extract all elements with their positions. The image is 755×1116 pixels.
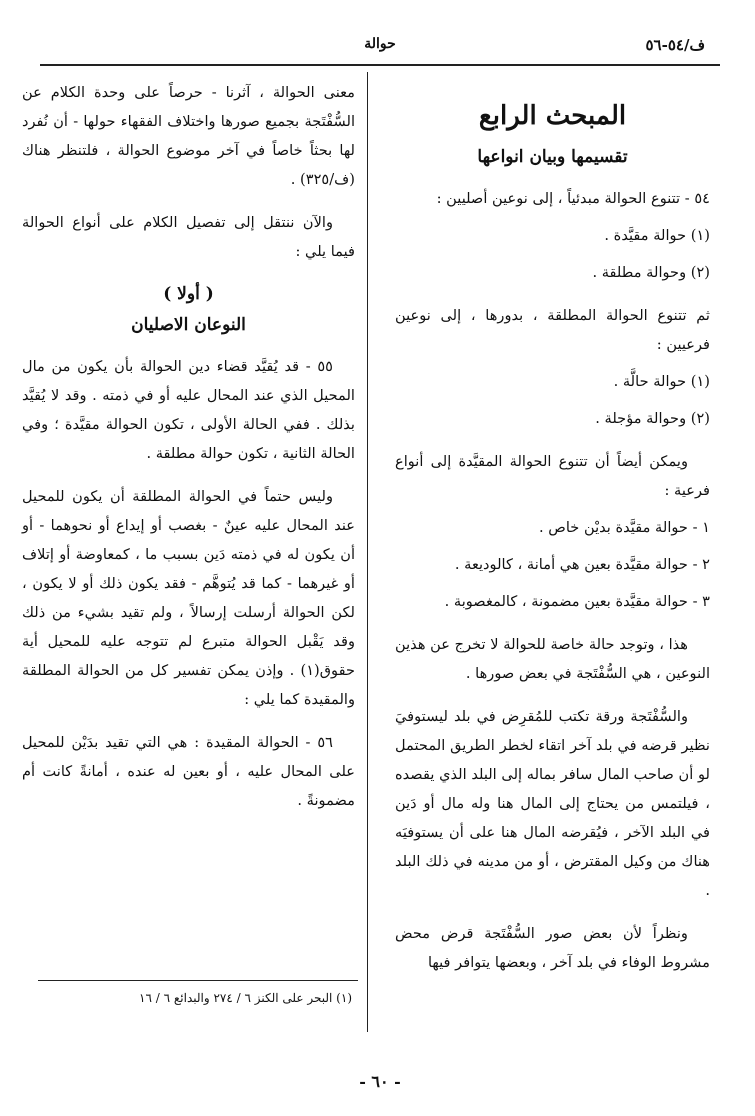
column-divider [367,72,368,1032]
paragraph-continued: ونظراً لأن بعض صور السُّفْتَجة قرض محض مشروط الوفاء في بلد آخر ، وبعضها يتوافر فيها [395,925,710,971]
footnote: (١) البحر على الكنز ٦ / ٢٧٤ والبدائع ٦ / ١٦ [139,991,352,1005]
paragraph-suftaja: والسُّفْتَجة ورقة تكتب للمُقرِض في بلد ليستوفيَ نظير قرضه في بلد آخر اتقاء لخطر الطريق المحتمل لو أن صاحب المال سافر بماله إلى البلد الذي يقصده ، فيلتمس من يحتاج إلى المال هنا وله مال أو دَين في البلد الآخر ، فيُقرضه المال هنا على أن يستوفيَه هناك من وكيل المقترض ، أو من مدينه في ذلك البلد . [395,708,710,899]
list-item: (١) حوالة حالَّة . [613,373,710,390]
list-item: (١) حوالة مقيَّدة . [604,227,710,244]
list-item: ٢ - حوالة مقيَّدة بعين هي أمانة ، كالوديعة . [454,556,710,573]
section-number: ( أولا ) [163,284,214,304]
page-number: - ٦٠ - [359,1072,401,1091]
header-running-title: حوالة [364,36,396,52]
list-item: (٢) وحوالة مؤجلة . [595,410,710,427]
list-item: (٢) وحوالة مطلقة . [592,264,710,281]
paragraph-56: ٥٦ - الحوالة المقيدة : هي التي تقيد بدَيْن للمحيل على المحال عليه ، أو بعين له عنده ، أمانةً كانت أم مضمونةً . [22,734,355,809]
paragraph-54: ٥٤ - تتنوع الحوالة مبدئياً ، إلى نوعين أصليين : [436,190,710,207]
paragraph-intro: معنى الحوالة ، آثرنا - حرصاً على وحدة الكلام عن السُّفْتَجة بجميع صورها واختلاف الفقهاء حولها - أن نُفرد لها بحثاً خاصاً في آخر موضوع الحوالة ، فلتنظر هناك (ف/٣٢٥) . [22,84,355,188]
right-column [395,78,710,977]
left-column [22,78,355,815]
paragraph-special-case: هذا ، وتوجد حالة خاصة للحوالة لا تخرج عن هذين النوعين ، هي السُّفْتَجة في بعض صورها . [395,636,710,682]
paragraph-subtypes: ثم تتنوع الحوالة المطلقة ، بدورها ، إلى نوعين فرعيين : [395,307,710,353]
chapter-subtitle: تقسيمها وبيان انواعها [477,147,628,167]
chapter-title: المبحث الرابع [478,101,627,131]
paragraph-55-continued: وليس حتماً في الحوالة المطلقة أن يكون للمحيل عند المحال عليه عينٌ - بغصب أو إيداع أو نحوهما - أو أن يكون له في ذمته دَين بسبب ما ، كمعاوضة أو إتلاف أو غيرهما - كما قد يُتوهَّم - فقد يكون ذلك أو لا يكون ، لكن الحوالة أرسلت إرسالاً ، ولم تقيد بشيء من ذلك وقد يَقْبل الحوالة متبرع لم تتوجه عليه للمحيل أية حقوق(١) . وإذن يمكن تفسير كل من الحوالة المطلقة والمقيدة كما يلي : [22,488,355,708]
section-title: النوعان الاصليان [131,315,246,335]
header-section-range: ف/٥٤-٥٦ [645,36,705,54]
header-rule [40,64,720,66]
footnote-rule [38,980,358,981]
paragraph-55: ٥٥ - قد يُقيَّد قضاء دين الحوالة بأن يكون من مال المحيل الذي عند المحال عليه أو في ذمته . وقد لا يُقيَّد بذلك . ففي الحالة الأولى ، تكون الحوالة مقيَّدة ؛ وفي الحالة الثانية ، تكون حوالة مطلقة . [22,358,355,462]
paragraph-transition: والآن ننتقل إلى تفصيل الكلام على أنواع الحوالة فيما يلي : [22,214,355,260]
list-item: ١ - حوالة مقيَّدة بديْن خاص . [538,519,710,536]
list-item: ٣ - حوالة مقيَّدة بعين مضمونة ، كالمغصوبة . [444,593,710,610]
paragraph-restricted-types: ويمكن أيضاً أن تتنوع الحوالة المقيَّدة إلى أنواع فرعية : [395,453,710,499]
